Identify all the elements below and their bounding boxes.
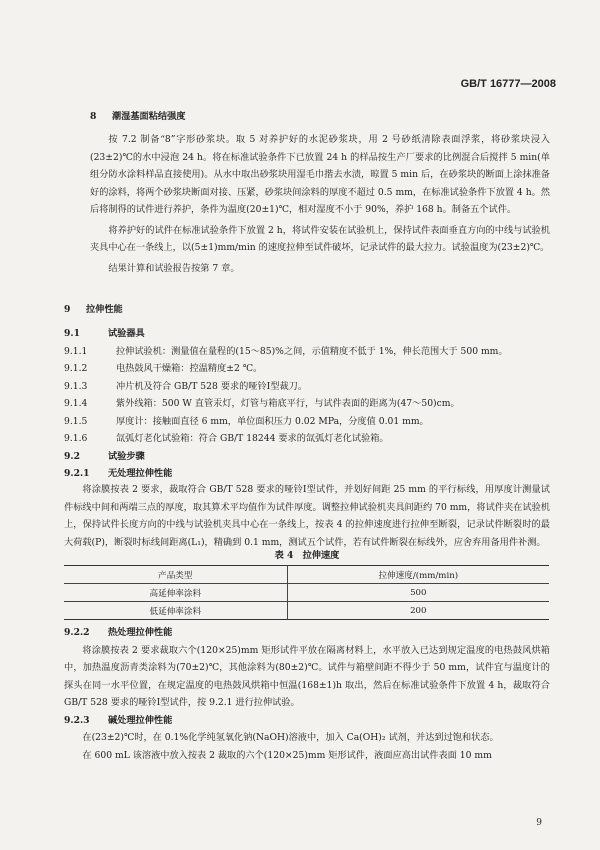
standard-code: GB/T 16777—2008: [460, 78, 556, 90]
section-9-2-1-body: [64, 481, 550, 551]
equipment-item: 9.1.2 电热鼓风干燥箱：控温精度±2 ℃。: [64, 363, 263, 374]
table-caption: 表 4 拉伸速度: [274, 550, 340, 561]
table-cell: 200: [410, 605, 427, 616]
equipment-item: 9.1.5 厚度计：接触面直径 6 mm，单位面积压力 0.02 MPa，分度值 0.01 mm。: [64, 415, 429, 427]
section-8-heading: 8 潮湿基面粘结强度: [90, 111, 186, 122]
equipment-item: 9.1.3 冲片机及符合 GB/T 528 要求的哑铃Ⅰ型裁刀。: [64, 380, 308, 392]
subsection-heading: 9.2.1 无处理拉伸性能: [64, 468, 173, 479]
table-cell: 低延伸率涂料: [64, 602, 287, 620]
section-9-heading: 9 拉伸性能: [64, 304, 123, 315]
subsection-heading: 9.2 试验步骤: [64, 450, 145, 462]
paragraph: 在(23±2)℃时，在 0.1%化学纯氢氧化钠(NaOH)溶液中，加入 Ca(OH)₂ 试剂，并达到过饱和状态。: [82, 732, 499, 743]
table-4-caption-wrap: [64, 547, 550, 565]
paragraph: 结果计算和试验报告按第 7 章。: [108, 262, 240, 274]
table-header: 拉伸速度/(mm/min): [287, 566, 549, 584]
subsection-heading: 9.1 试验器具: [64, 328, 145, 339]
section-9-2-2: [64, 624, 550, 764]
table-cell: 高延伸率涂料: [64, 584, 287, 602]
table-header: 产品类型: [64, 566, 287, 584]
table-row: [64, 584, 549, 602]
paragraph: 按 7.2 制备“8”字形砂浆块。取 5 对养护好的水泥砂浆块，用 2 号砂纸清除表面浮浆，将砂浆块浸入(23±2)℃的水中浸泡 24 h。将在标准试验条件下已放置 24 h 的样品按生产厂要求的比例混合后搅拌 5 min(单组分防水涂料样品直接使用)。从水中取出砂浆块用湿毛巾揩去水渍，晾置 5 min 后，在砂浆块的断面上涂抹准备好的涂料，将两个砂浆块断面对接、压紧，砂浆块间涂料的厚度不超过 0.5 mm，在标准试验条件下放置 4 h。然后将制得的试件进行养护，条件为温度(20±1)℃，相对湿度不小于 90%，养护 168 h。制备五个试件。: [90, 134, 550, 215]
equipment-item: 9.1.1 拉伸试验机：测量值在量程的(15～85)%之间，示值精度不低于 1%，伸长范围大于 500 mm。: [64, 345, 508, 357]
table-4: [64, 565, 549, 620]
paragraph: 将涂膜按表 2 要求裁取六个(120×25)mm 矩形试件平放在隔离材料上，水平放入已达到规定温度的电热鼓风烘箱中，加热温度沥青类涂料为(70±2)℃，其他涂料为(80±2)℃。试件与箱壁间距不得少于 50 mm，试件宜与温度计的探头在同一水平位置，在规定温度的电热鼓风烘箱中恒温(168±1)h 取出，然后在标准试验条件下放置 4 h，裁取符合 GB/T 528 要求的哑铃Ⅰ型试件，按 9.2.1 进行拉伸试验。: [64, 644, 550, 708]
subsection-heading: 9.2.2 热处理拉伸性能: [64, 627, 173, 638]
table-cell: 500: [287, 584, 549, 602]
paragraph: 将养护好的试件在标准试验条件下放置 2 h，将试件安装在试验机上，保持试件表面垂直方向的中线与试验机夹具中心在一条线上，以(5±1)mm/min 的速度拉伸至试件破坏，记录试件的最大拉力。试验温度为(23±2)℃。: [90, 224, 550, 253]
equipment-item: 9.1.6 氙弧灯老化试验箱：符合 GB/T 18244 要求的氙弧灯老化试验箱。: [64, 433, 389, 444]
section-8: [90, 108, 550, 126]
page-number: 9: [536, 818, 542, 828]
section-9-1: [64, 325, 550, 483]
paragraph: 在 600 mL 该溶液中放入按表 2 裁取的六个(120×25)mm 矩形试件，液面应高出试件表面 10 mm: [82, 749, 492, 761]
table-row: [64, 602, 549, 620]
section-8-body: [90, 131, 550, 277]
paragraph: 将涂膜按表 2 要求，裁取符合 GB/T 528 要求的哑铃Ⅰ型试件，并划好间距 25 mm 的平行标线，用厚度计测量试件标线中间和两端三点的厚度，取其算术平均值作为试件厚度。调整拉伸试验机夹具间距约 70 mm，将试件夹在试验机上，保持试件长度方向的中线与试验机夹具中心在一条线上，按表 4 的拉伸速度进行拉伸至断裂，记录试件断裂时的最大荷载(P)，断裂时标线间距离(L₁)，精确到 0.1 mm，测试五个试件，若有试件断裂在标线外，应舍弃用备用件补测。: [64, 484, 550, 548]
equipment-item: 9.1.4 紫外线箱：500 W 直管汞灯，灯管与箱底平行，与试件表面的距离为(47～50)cm。: [64, 398, 460, 409]
subsection-heading: 9.2.3 碱处理拉伸性能: [64, 714, 173, 726]
